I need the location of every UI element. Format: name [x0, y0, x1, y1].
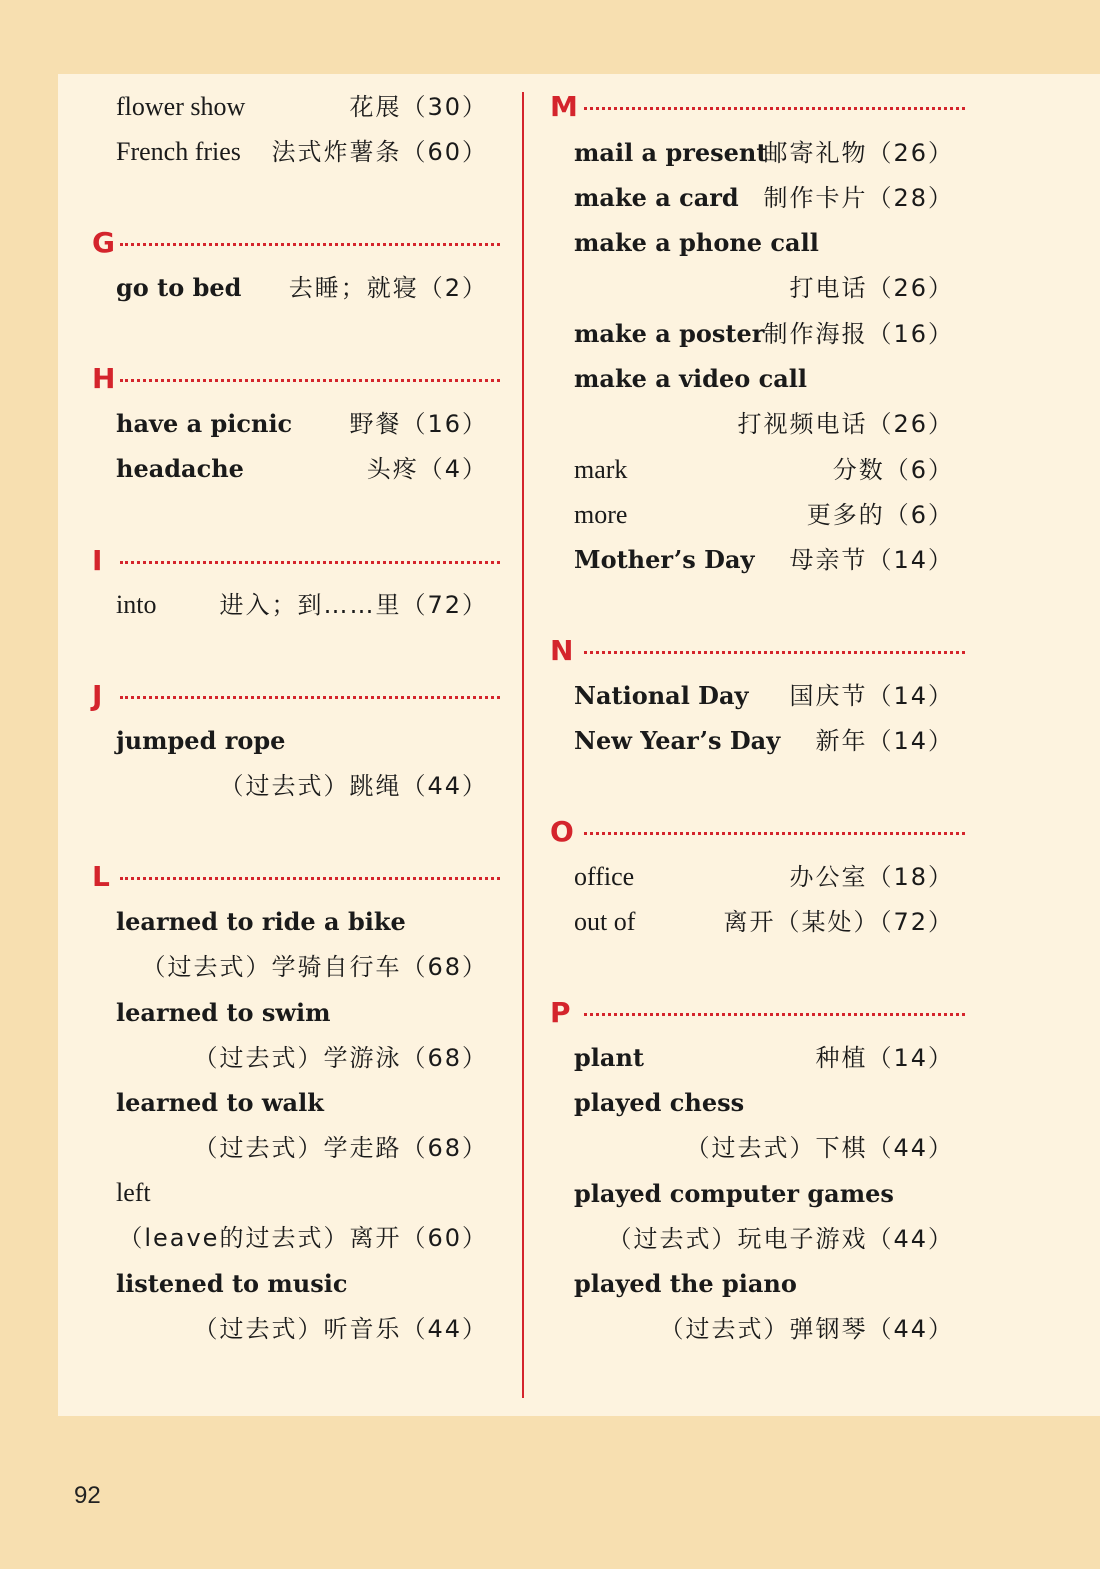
- dotted-rule: [120, 243, 500, 246]
- entry-chinese: 制作卡片（28）: [763, 184, 954, 212]
- entry-english: National Day: [574, 681, 749, 710]
- entry-chinese: 野餐（16）: [349, 410, 488, 438]
- entry-chinese: （过去式）学骑自行车（68）: [141, 953, 488, 981]
- section-header-g: [92, 228, 500, 258]
- dotted-rule: [120, 696, 500, 699]
- entry-chinese: （过去式）弹钢琴（44）: [659, 1315, 954, 1343]
- section-header-o: [550, 817, 965, 847]
- entry-chinese: 国庆节（14）: [789, 682, 954, 710]
- section-header-n: [550, 636, 965, 666]
- section-header-l: [92, 862, 500, 892]
- section-header-j: [92, 681, 500, 711]
- entry-chinese: 头疼（4）: [366, 455, 488, 483]
- entry-english: make a video call: [574, 364, 807, 393]
- entry-english: flower show: [116, 92, 246, 121]
- entry-english: mark: [574, 455, 628, 484]
- dotted-rule: [120, 379, 500, 382]
- section-letter: H: [92, 362, 116, 395]
- section-letter: O: [550, 815, 574, 848]
- entry-english: make a phone call: [574, 228, 819, 257]
- entry-chinese: （leave的过去式）离开（60）: [118, 1224, 488, 1252]
- section-letter: N: [550, 634, 574, 667]
- entry-chinese: （过去式）玩电子游戏（44）: [607, 1225, 954, 1253]
- entry-english: New Year’s Day: [574, 726, 781, 755]
- dotted-rule: [120, 877, 500, 880]
- entry-chinese: 离开（某处）（72）: [723, 908, 954, 936]
- entry-english: make a poster: [574, 319, 765, 348]
- entry-chinese: 去睡；就寝（2）: [288, 274, 488, 302]
- entry-english: office: [574, 862, 635, 891]
- dotted-rule: [584, 651, 965, 654]
- dotted-rule: [120, 561, 500, 564]
- entry-chinese: （过去式）跳绳（44）: [219, 772, 488, 800]
- entry-english: learned to swim: [116, 998, 331, 1027]
- entry-english: left: [116, 1178, 151, 1207]
- entry-english: plant: [574, 1043, 644, 1072]
- page-number: 92: [74, 1482, 101, 1509]
- entry-chinese: 邮寄礼物（26）: [763, 139, 954, 167]
- entry-chinese: 法式炸薯条（60）: [271, 138, 488, 166]
- section-header-i: [92, 546, 500, 576]
- entry-english: headache: [116, 454, 244, 483]
- entry-english: learned to walk: [116, 1088, 324, 1117]
- entry-chinese: 分数（6）: [832, 456, 954, 484]
- dotted-rule: [584, 832, 965, 835]
- entry-chinese: （过去式）学走路（68）: [193, 1134, 488, 1162]
- entry-chinese: 花展（30）: [349, 93, 488, 121]
- entry-chinese: （过去式）听音乐（44）: [193, 1315, 488, 1343]
- entry-chinese: 制作海报（16）: [763, 320, 954, 348]
- section-letter: G: [92, 226, 115, 259]
- section-header-h: [92, 364, 500, 394]
- entry-chinese: 办公室（18）: [789, 863, 954, 891]
- entry-chinese: 更多的（6）: [806, 501, 954, 529]
- section-header-m: [550, 92, 965, 122]
- dotted-rule: [584, 107, 965, 110]
- dotted-rule: [584, 1013, 965, 1016]
- entry-english: listened to music: [116, 1269, 348, 1298]
- entry-chinese: 种植（14）: [815, 1044, 954, 1072]
- column-divider: [522, 92, 524, 1398]
- entry-english: Mother’s Day: [574, 545, 755, 574]
- entry-english: go to bed: [116, 273, 242, 302]
- entry-english: learned to ride a bike: [116, 907, 406, 936]
- entry-chinese: 母亲节（14）: [789, 546, 954, 574]
- entry-chinese: 打电话（26）: [789, 274, 954, 302]
- section-letter: I: [92, 544, 103, 577]
- section-letter: M: [550, 90, 578, 123]
- entry-chinese: （过去式）学游泳（68）: [193, 1044, 488, 1072]
- entry-english: out of: [574, 907, 636, 936]
- entry-english: make a card: [574, 183, 739, 212]
- entry-english: have a picnic: [116, 409, 293, 438]
- entry-english: jumped rope: [116, 726, 286, 755]
- entry-chinese: （过去式）下棋（44）: [685, 1134, 954, 1162]
- entry-english: played computer games: [574, 1179, 894, 1208]
- entry-english: played the piano: [574, 1269, 797, 1298]
- entry-english: played chess: [574, 1088, 745, 1117]
- section-letter: J: [92, 679, 103, 712]
- entry-chinese: 进入；到……里（72）: [219, 591, 488, 619]
- entry-english: more: [574, 500, 628, 529]
- entry-english: French fries: [116, 137, 241, 166]
- entry-chinese: 新年（14）: [815, 727, 954, 755]
- section-header-p: [550, 998, 965, 1028]
- entry-english: into: [116, 590, 157, 619]
- section-letter: L: [92, 860, 110, 893]
- entry-english: mail a present: [574, 138, 768, 167]
- entry-chinese: 打视频电话（26）: [737, 410, 954, 438]
- section-letter: P: [550, 996, 571, 1029]
